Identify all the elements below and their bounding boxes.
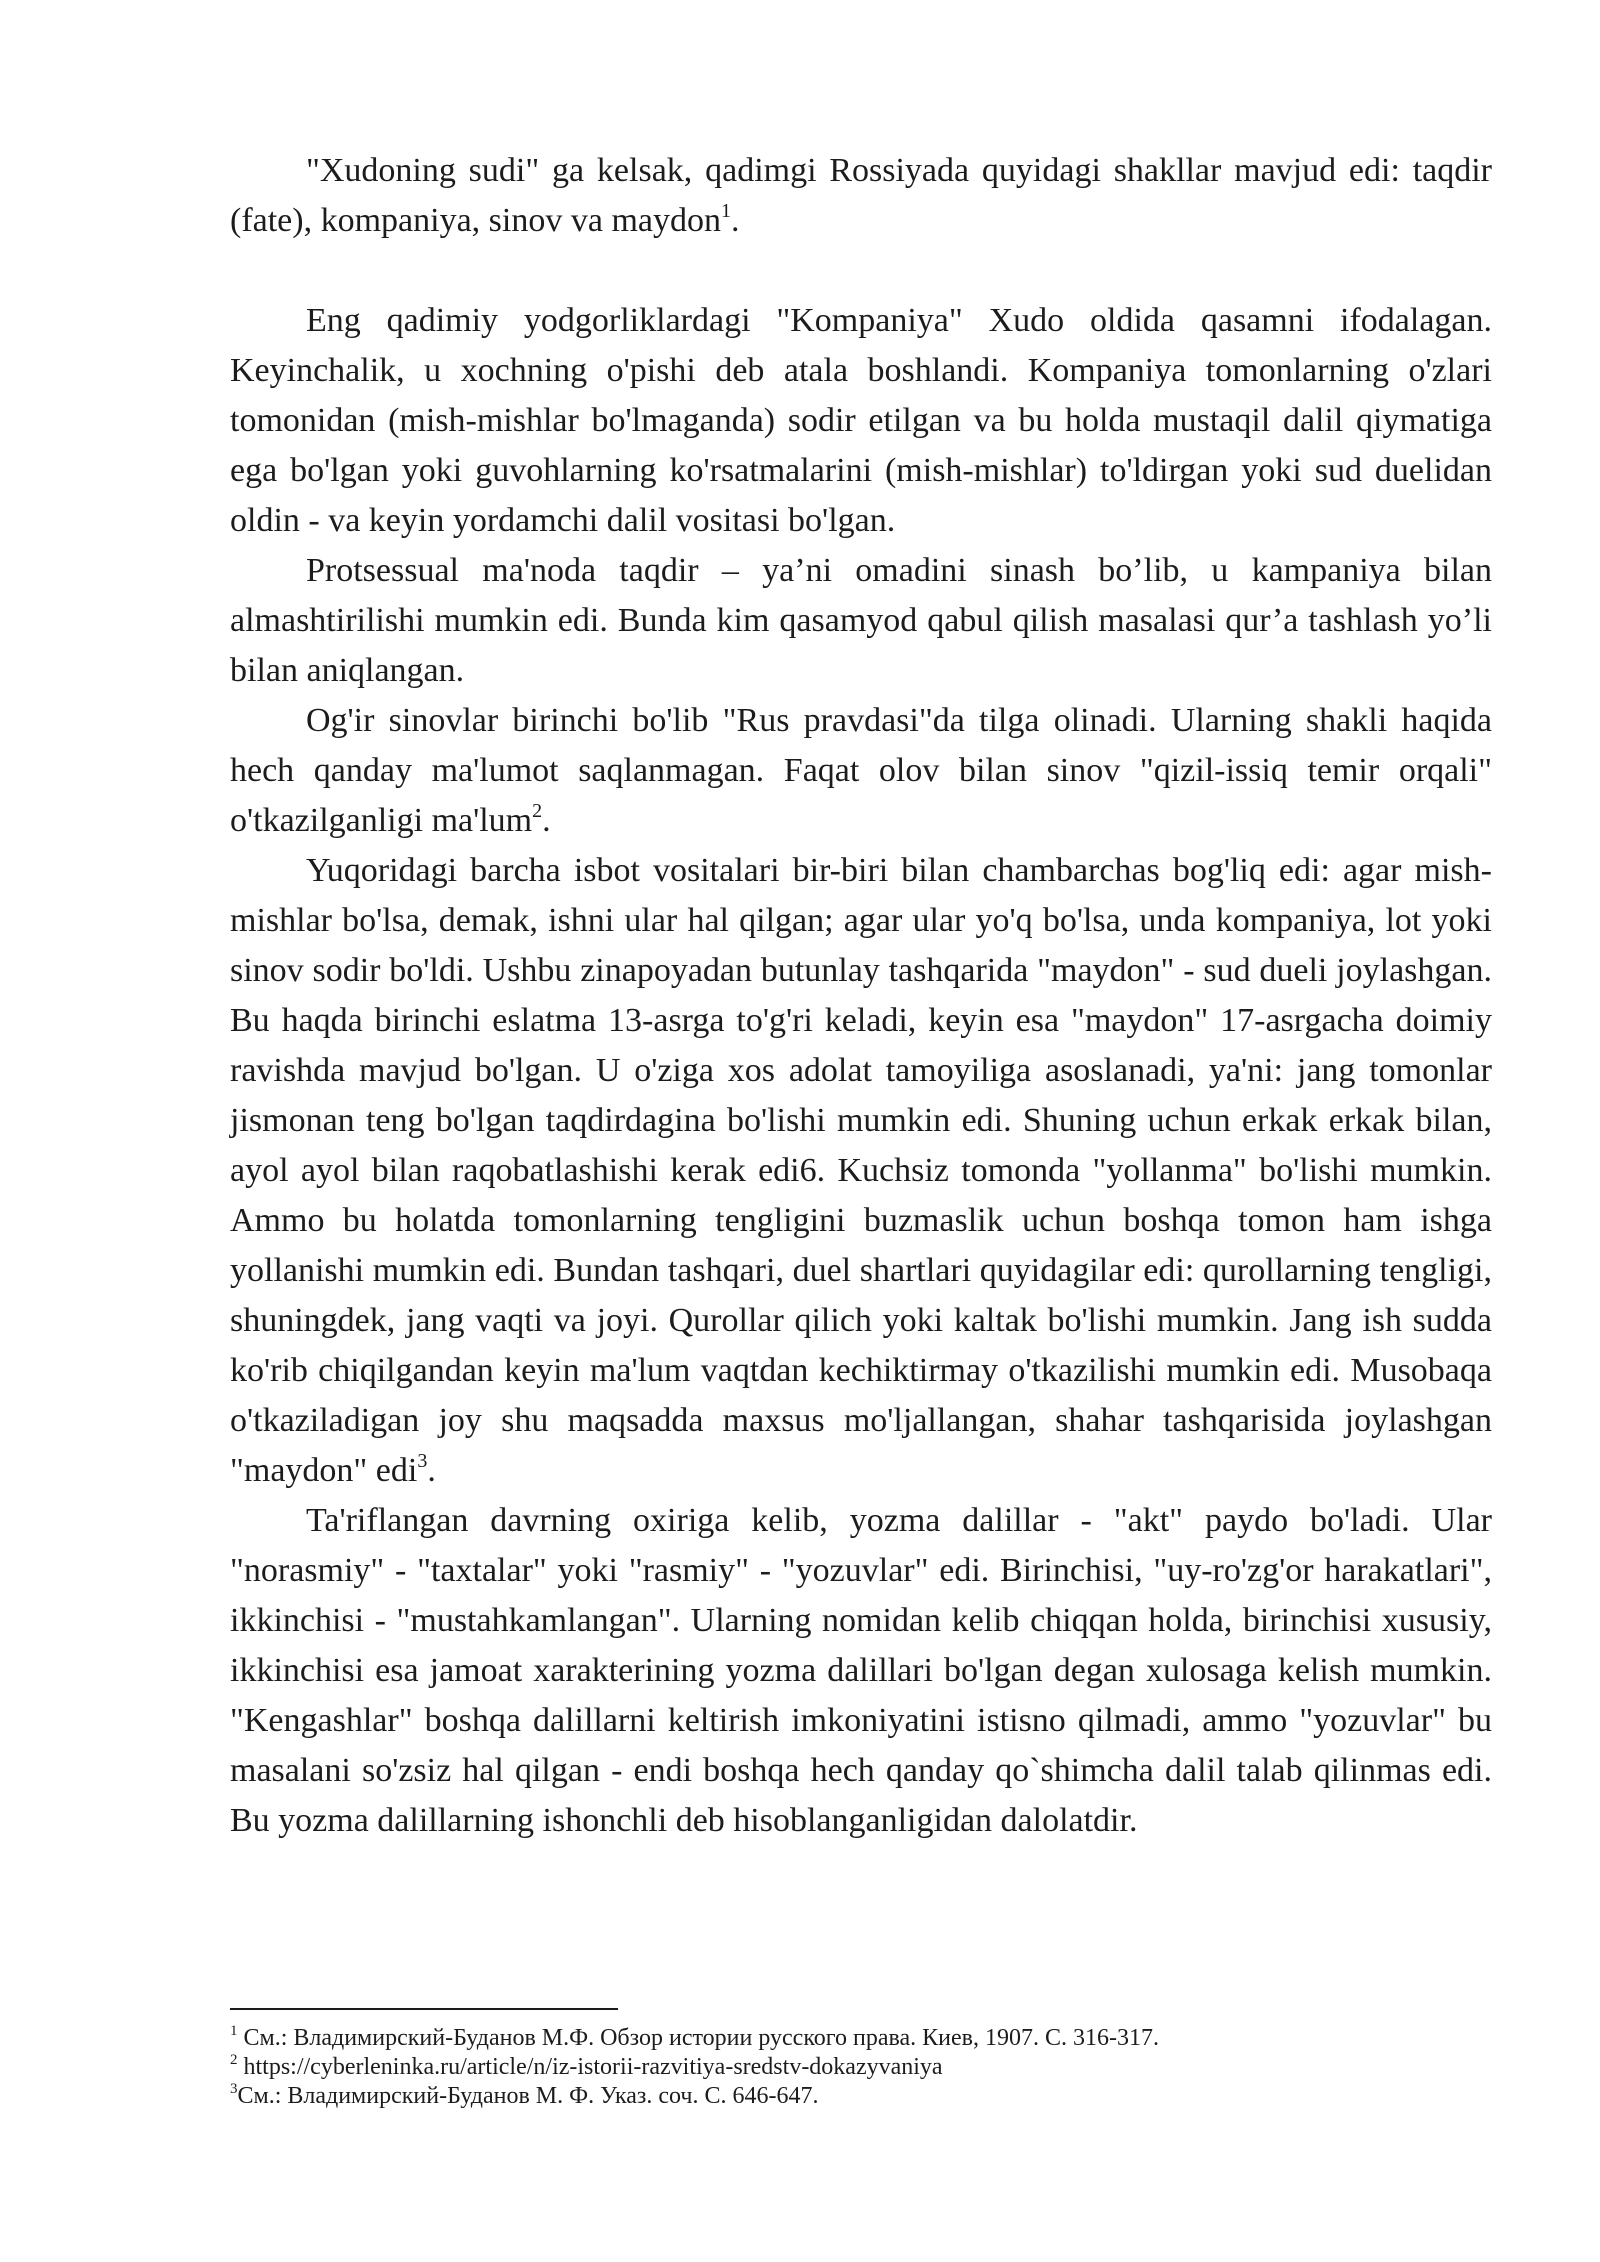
- footnote-2-link[interactable]: https://cyberleninka.ru/article/n/iz-istorii-razvitiya-sredstv-dokazyvaniya: [237, 2054, 943, 2080]
- paragraph-5: [230, 846, 1492, 1496]
- footnote-2: [230, 2053, 1492, 2082]
- paragraph-6: [230, 1496, 1492, 1846]
- paragraph-3-text: Protsessual ma'noda taqdir – ya’ni omadini sinash bo’lib, u kampaniya bilan almashtirilishi mumkin edi. Bunda kim qasamyod qabul qilish masalasi qur’a tashlash yo’li bilan aniqlangan.: [230, 552, 1492, 689]
- footnote-3-text: См.: Владимирский-Буданов М. Ф. Указ. соч. С. 646-647.: [237, 2083, 819, 2109]
- paragraph-5-text: Yuqoridagi barcha isbot vositalari bir-biri bilan chambarchas bog'liq edi: agar mish-mishlar bo'lsa, demak, ishni ular hal qilgan; agar ular yo'q bo'lsa, unda kompaniya, lot yoki sinov sodir bo'ldi. Ushbu zinapoyadan butunlay tashqarida "maydon" - sud dueli joylashgan. Bu haqda birinchi eslatma 13-asrga to'g'ri keladi, keyin esa "maydon" 17-asrgacha doimiy ravishda mavjud bo'lgan. U o'ziga xos adolat tamoyiliga asoslanadi, ya'ni: jang tomonlar jismonan teng bo'lgan taqdirdagina bo'lishi mumkin edi. Shuning uchun erkak erkak bilan, ayol ayol bilan raqobatlashishi kerak edi6. Kuchsiz tomonda "yollanma" bo'lishi mumkin. Ammo bu holatda tomonlarning tengligini buzmaslik uchun boshqa tomon ham ishga yollanishi mumkin edi. Bundan tashqari, duel shartlari quyidagilar edi: qurollarning tengligi, shuningdek, jang vaqti va joyi. Qurollar qilich yoki kaltak bo'lishi mumkin. Jang ish sudda ko'rib chiqilgandan keyin ma'lum vaqtdan kechiktirmay o'tkazilishi mumkin edi. Musobaqa o'tkaziladigan joy shu maqsadda maxsus mo'ljallangan, shahar tashqarisida joylashgan "maydon" edi: [230, 852, 1492, 1489]
- footnote-ref-1[interactable]: 1: [720, 199, 731, 222]
- footnote-mark-3: 3: [230, 2081, 238, 2097]
- paragraph-1: [230, 146, 1492, 246]
- paragraph-2-text: Eng qadimiy yodgorliklardagi "Kompaniya" Xudo oldida qasamni ifodalagan. Keyinchalik, u xochning o'pishi deb atala boshlandi. Kompaniya tomonlarning o'zlari tomonidan (mish-mishlar bo'lmaganda) sodir etilgan va bu holda mustaqil dalil qiymatiga ega bo'lgan yoki guvohlarning ko'rsatmalarini (mish-mishlar) to'ldirgan yoki sud duelidan oldin - va keyin yordamchi dalil vositasi bo'lgan.: [230, 302, 1492, 539]
- paragraph-5-end: .: [427, 1452, 436, 1489]
- paragraph-6-text: Ta'riflangan davrning oxiriga kelib, yozma dalillar - "akt" paydo bo'ladi. Ular "norasmiy" - "taxtalar" yoki "rasmiy" - "yozuvlar" edi. Birinchisi, "uy-ro'zg'or harakatlari", ikkinchisi - "mustahkamlangan". Ularning nomidan kelib chiqqan holda, birinchisi xususiy, ikkinchisi esa jamoat xarakterining yozma dalillari bo'lgan degan xulosaga kelish mumkin. "Kengashlar" boshqa dalillarni keltirish imkoniyatini istisno qilmadi, ammo "yozuvlar" bu masalani so'zsiz hal qilgan - endi boshqa hech qanday qo`shimcha dalil talab qilinmas edi. Bu yozma dalillarning ishonchli deb hisoblanganligidan dalolatdir.: [230, 1502, 1492, 1839]
- footnote-1: [230, 2024, 1492, 2053]
- paragraph-2: [230, 296, 1492, 546]
- paragraph-3: [230, 546, 1492, 696]
- paragraph-4: [230, 696, 1492, 846]
- document-body: [230, 146, 1492, 1846]
- footnotes: [230, 2024, 1492, 2111]
- paragraph-4-end: .: [542, 802, 551, 839]
- paragraph-1-end: .: [730, 202, 740, 239]
- footnote-mark-1: 1: [230, 2023, 238, 2039]
- footnote-ref-2[interactable]: 2: [532, 799, 543, 822]
- footnote-separator: [230, 2008, 618, 2010]
- footnote-mark-2: 2: [230, 2052, 238, 2068]
- footnote-1-text: См.: Владимирский-Буданов М.Ф. Обзор истории русского права. Киев, 1907. С. 316-317.: [237, 2025, 1160, 2051]
- paragraph-4-text: Og'ir sinovlar birinchi bo'lib "Rus pravdasi"da tilga olinadi. Ularning shakli haqida hech qanday ma'lumot saqlanmagan. Faqat olov bilan sinov "qizil-issiq temir orqali" o'tkazilganligi ma'lum: [230, 702, 1492, 839]
- paragraph-spacer: [230, 246, 1492, 296]
- paragraph-1-text: "Xudoning sudi" ga kelsak, qadimgi Rossiyada quyidagi shakllar mavjud edi: taqdir (fate), kompaniya, sinov va maydon: [230, 152, 1492, 239]
- footnote-ref-3[interactable]: 3: [417, 1449, 428, 1472]
- footnote-3: [230, 2082, 1492, 2111]
